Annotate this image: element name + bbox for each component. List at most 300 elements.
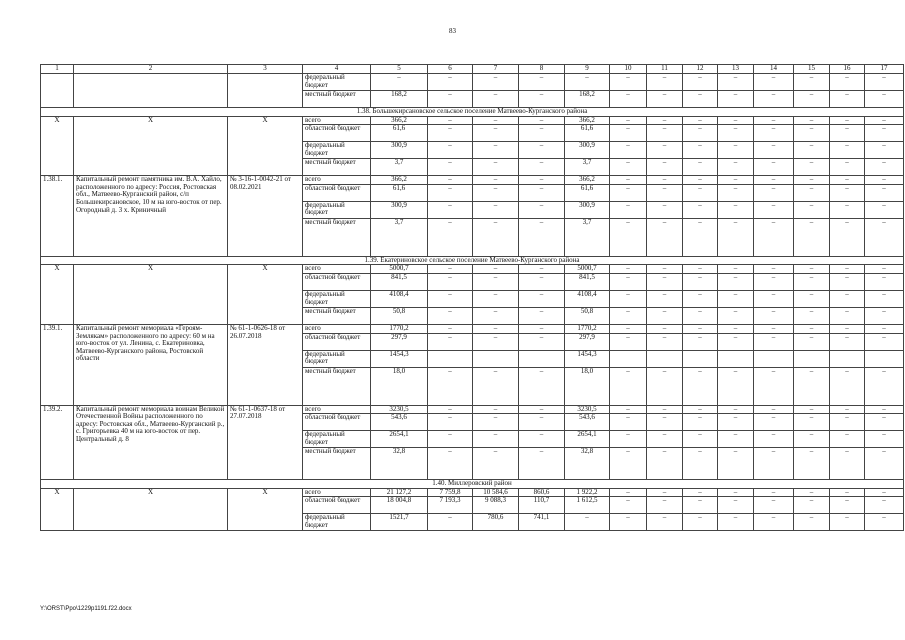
value-cell: –: [610, 497, 647, 514]
value-cell: 4108,4: [565, 290, 610, 307]
value-cell: –: [865, 74, 904, 91]
x-mark: Х: [41, 116, 74, 176]
value-cell: –: [473, 405, 519, 414]
value-cell: –: [865, 431, 904, 448]
value-cell: –: [683, 290, 718, 307]
value-cell: 7 193,3: [428, 497, 473, 514]
column-header: 12: [683, 65, 718, 74]
value-cell: –: [754, 176, 794, 185]
value-cell: –: [830, 307, 865, 324]
budget-label: федеральный бюджет: [303, 431, 371, 448]
value-cell: –: [794, 265, 830, 274]
value-cell: 18 004,8: [371, 497, 428, 514]
value-cell: 10 584,6: [473, 488, 519, 497]
column-header: 1: [41, 65, 74, 74]
value-cell: –: [610, 290, 647, 307]
value-cell: –: [565, 514, 610, 531]
value-cell: 366,2: [371, 116, 428, 125]
budget-label: федеральный бюджет: [303, 350, 371, 367]
value-cell: 860,6: [519, 488, 565, 497]
value-cell: –: [830, 405, 865, 414]
value-cell: –: [754, 307, 794, 324]
value-cell: –: [683, 488, 718, 497]
value-cell: 1454,3: [371, 350, 428, 367]
value-cell: –: [718, 74, 754, 91]
value-cell: –: [647, 367, 683, 405]
value-cell: –: [610, 431, 647, 448]
budget-label: областной бюджет: [303, 184, 371, 201]
value-cell: –: [865, 142, 904, 159]
value-cell: –: [683, 405, 718, 414]
value-cell: –: [718, 448, 754, 480]
value-cell: –: [754, 159, 794, 176]
value-cell: –: [794, 201, 830, 218]
value-cell: –: [754, 367, 794, 405]
value-cell: 168,2: [371, 91, 428, 108]
value-cell: –: [865, 307, 904, 324]
value-cell: –: [428, 184, 473, 201]
budget-label: областной бюджет: [303, 125, 371, 142]
value-cell: 3,7: [371, 159, 428, 176]
value-cell: –: [865, 488, 904, 497]
value-cell: –: [519, 290, 565, 307]
value-cell: –: [428, 307, 473, 324]
value-cell: –: [830, 431, 865, 448]
table-row: [41, 74, 904, 91]
x-mark: Х: [41, 488, 74, 531]
value-cell: –: [830, 367, 865, 405]
value-cell: –: [830, 116, 865, 125]
value-cell: [830, 350, 865, 367]
value-cell: –: [428, 176, 473, 185]
value-cell: –: [647, 159, 683, 176]
x-mark: Х: [74, 116, 228, 176]
value-cell: 366,2: [371, 176, 428, 185]
value-cell: –: [683, 497, 718, 514]
value-cell: –: [428, 201, 473, 218]
value-cell: –: [683, 307, 718, 324]
value-cell: –: [683, 324, 718, 333]
value-cell: –: [830, 201, 865, 218]
value-cell: 21 127,2: [371, 488, 428, 497]
value-cell: –: [794, 514, 830, 531]
value-cell: –: [683, 333, 718, 350]
value-cell: –: [647, 414, 683, 431]
value-cell: –: [754, 488, 794, 497]
value-cell: –: [683, 184, 718, 201]
value-cell: –: [473, 218, 519, 256]
x-mark: Х: [74, 488, 228, 531]
value-cell: [865, 350, 904, 367]
value-cell: 3,7: [371, 218, 428, 256]
value-cell: –: [865, 367, 904, 405]
budget-label: федеральный бюджет: [303, 142, 371, 159]
value-cell: –: [865, 405, 904, 414]
value-cell: –: [428, 142, 473, 159]
value-cell: 300,9: [371, 201, 428, 218]
value-cell: –: [754, 116, 794, 125]
value-cell: –: [794, 290, 830, 307]
column-header: 14: [754, 65, 794, 74]
value-cell: –: [830, 290, 865, 307]
value-cell: –: [718, 176, 754, 185]
section-title: 1.40. Миллеровский район: [41, 480, 904, 489]
value-cell: –: [647, 324, 683, 333]
value-cell: 61,6: [371, 184, 428, 201]
table-body: [41, 65, 904, 531]
value-cell: [718, 350, 754, 367]
permit-document: № 61-1-0626-18 от 26.07.2018: [228, 324, 303, 405]
value-cell: –: [647, 333, 683, 350]
value-cell: 2654,1: [565, 431, 610, 448]
value-cell: –: [519, 414, 565, 431]
value-cell: –: [610, 91, 647, 108]
value-cell: –: [647, 290, 683, 307]
value-cell: –: [647, 514, 683, 531]
value-cell: –: [610, 116, 647, 125]
column-header: 16: [830, 65, 865, 74]
value-cell: 18,0: [371, 367, 428, 405]
x-mark: Х: [228, 116, 303, 176]
value-cell: –: [473, 91, 519, 108]
value-cell: –: [683, 431, 718, 448]
value-cell: –: [754, 333, 794, 350]
value-cell: –: [830, 91, 865, 108]
value-cell: –: [830, 324, 865, 333]
value-cell: –: [647, 307, 683, 324]
object-number: 1.39.2.: [41, 405, 74, 480]
value-cell: –: [473, 159, 519, 176]
value-cell: –: [865, 218, 904, 256]
value-cell: –: [610, 218, 647, 256]
value-cell: –: [519, 184, 565, 201]
x-mark: Х: [74, 265, 228, 325]
value-cell: –: [683, 116, 718, 125]
value-cell: –: [473, 116, 519, 125]
value-cell: 1 922,2: [565, 488, 610, 497]
budget-label: областной бюджет: [303, 273, 371, 290]
value-cell: –: [647, 488, 683, 497]
object-name: Капитальный ремонт мемориала «Героям-Землякам» расположенного по адресу: 60 м на юго-восток от ул. Ленина, с. Екатериновка, Матвеево-Курганского района, Ростовской области: [74, 324, 228, 405]
budget-label: всего: [303, 405, 371, 414]
value-cell: –: [428, 91, 473, 108]
value-cell: –: [754, 184, 794, 201]
value-cell: 366,2: [565, 176, 610, 185]
value-cell: –: [718, 488, 754, 497]
value-cell: –: [519, 324, 565, 333]
budget-label: всего: [303, 176, 371, 185]
value-cell: –: [428, 333, 473, 350]
value-cell: –: [519, 159, 565, 176]
value-cell: 780,6: [473, 514, 519, 531]
value-cell: 61,6: [565, 184, 610, 201]
value-cell: 841,5: [371, 273, 428, 290]
value-cell: –: [754, 324, 794, 333]
empty-cell: [74, 74, 228, 108]
value-cell: –: [610, 405, 647, 414]
value-cell: –: [647, 74, 683, 91]
value-cell: –: [610, 265, 647, 274]
value-cell: –: [718, 265, 754, 274]
value-cell: –: [683, 273, 718, 290]
value-cell: –: [865, 514, 904, 531]
column-header: 2: [74, 65, 228, 74]
value-cell: –: [830, 218, 865, 256]
page-number: 83: [449, 27, 456, 35]
value-cell: –: [718, 218, 754, 256]
value-cell: 61,6: [565, 125, 610, 142]
value-cell: –: [794, 176, 830, 185]
value-cell: –: [865, 497, 904, 514]
value-cell: –: [718, 324, 754, 333]
value-cell: –: [473, 431, 519, 448]
value-cell: 61,6: [371, 125, 428, 142]
value-cell: –: [519, 142, 565, 159]
value-cell: –: [865, 159, 904, 176]
value-cell: –: [794, 218, 830, 256]
value-cell: –: [610, 514, 647, 531]
value-cell: 2654,1: [371, 431, 428, 448]
object-name: Капитальный ремонт памятника им. В.А. Хайло, расположенного по адресу: Россия, Ростовская обл., Матвеево-Курганский район, с/п Большекирсановское, 10 м на юго-восток от пер. Огородный д. 3 х. Криничный: [74, 176, 228, 257]
value-cell: –: [610, 333, 647, 350]
value-cell: –: [683, 265, 718, 274]
value-cell: 1770,2: [565, 324, 610, 333]
x-mark: Х: [228, 265, 303, 325]
value-cell: –: [830, 514, 865, 531]
value-cell: –: [865, 184, 904, 201]
budget-label: всего: [303, 488, 371, 497]
value-cell: –: [754, 497, 794, 514]
column-header: 6: [428, 65, 473, 74]
value-cell: –: [473, 324, 519, 333]
value-cell: 18,0: [565, 367, 610, 405]
permit-document: № 3-16-1-0042-21 от 08.02.2021: [228, 176, 303, 257]
value-cell: –: [610, 324, 647, 333]
value-cell: –: [794, 273, 830, 290]
value-cell: –: [865, 176, 904, 185]
value-cell: –: [610, 142, 647, 159]
value-cell: –: [519, 176, 565, 185]
value-cell: 1521,7: [371, 514, 428, 531]
value-cell: –: [794, 431, 830, 448]
value-cell: –: [428, 74, 473, 91]
section-title: 1.38. Большекирсановское сельское поселение Матвеево-Курганского района: [41, 108, 904, 117]
value-cell: 168,2: [565, 91, 610, 108]
value-cell: –: [610, 201, 647, 218]
section-title: 1.39. Екатериновское сельское поселение Матвеево-Курганского района: [41, 256, 904, 265]
value-cell: –: [794, 307, 830, 324]
value-cell: –: [830, 74, 865, 91]
value-cell: –: [794, 497, 830, 514]
object-number: 1.39.1.: [41, 324, 74, 405]
value-cell: –: [718, 116, 754, 125]
value-cell: –: [428, 367, 473, 405]
value-cell: –: [473, 448, 519, 480]
value-cell: [428, 350, 473, 367]
value-cell: –: [718, 125, 754, 142]
value-cell: –: [830, 265, 865, 274]
value-cell: –: [610, 414, 647, 431]
value-cell: –: [865, 448, 904, 480]
value-cell: –: [683, 142, 718, 159]
value-cell: 543,6: [565, 414, 610, 431]
value-cell: [754, 350, 794, 367]
value-cell: –: [647, 431, 683, 448]
value-cell: –: [519, 448, 565, 480]
table-row: [41, 265, 904, 274]
value-cell: –: [610, 184, 647, 201]
value-cell: 9 088,3: [473, 497, 519, 514]
budget-label: всего: [303, 324, 371, 333]
value-cell: –: [718, 405, 754, 414]
value-cell: 50,8: [565, 307, 610, 324]
value-cell: –: [794, 324, 830, 333]
value-cell: –: [473, 273, 519, 290]
value-cell: –: [718, 273, 754, 290]
value-cell: –: [371, 74, 428, 91]
value-cell: –: [473, 307, 519, 324]
value-cell: –: [647, 265, 683, 274]
value-cell: 3,7: [565, 159, 610, 176]
value-cell: 1770,2: [371, 324, 428, 333]
value-cell: –: [647, 497, 683, 514]
value-cell: –: [683, 367, 718, 405]
value-cell: 7 759,8: [428, 488, 473, 497]
value-cell: –: [754, 431, 794, 448]
value-cell: –: [428, 405, 473, 414]
column-header: 11: [647, 65, 683, 74]
value-cell: –: [718, 414, 754, 431]
value-cell: –: [519, 333, 565, 350]
value-cell: –: [718, 201, 754, 218]
value-cell: –: [683, 176, 718, 185]
value-cell: –: [683, 125, 718, 142]
value-cell: –: [428, 125, 473, 142]
budget-label: областной бюджет: [303, 497, 371, 514]
budget-label: местный бюджет: [303, 159, 371, 176]
table-row: [41, 176, 904, 185]
x-mark: Х: [228, 488, 303, 531]
value-cell: –: [519, 218, 565, 256]
value-cell: 32,8: [371, 448, 428, 480]
value-cell: –: [794, 333, 830, 350]
value-cell: –: [428, 448, 473, 480]
permit-document: № 61-1-0637-18 от 27.07.2018: [228, 405, 303, 480]
empty-cell: [41, 74, 74, 108]
value-cell: –: [519, 116, 565, 125]
value-cell: –: [718, 431, 754, 448]
value-cell: –: [473, 265, 519, 274]
value-cell: –: [754, 74, 794, 91]
value-cell: –: [718, 307, 754, 324]
value-cell: –: [473, 367, 519, 405]
value-cell: –: [428, 414, 473, 431]
value-cell: –: [428, 218, 473, 256]
value-cell: –: [428, 273, 473, 290]
value-cell: –: [754, 273, 794, 290]
value-cell: [519, 350, 565, 367]
value-cell: –: [794, 488, 830, 497]
budget-label: федеральный бюджет: [303, 74, 371, 91]
table-row: [41, 324, 904, 333]
value-cell: –: [473, 74, 519, 91]
value-cell: 50,8: [371, 307, 428, 324]
section-title-row: [41, 480, 904, 489]
value-cell: –: [794, 116, 830, 125]
value-cell: –: [610, 273, 647, 290]
budget-label: местный бюджет: [303, 218, 371, 256]
value-cell: –: [519, 307, 565, 324]
value-cell: –: [519, 367, 565, 405]
object-number: 1.38.1.: [41, 176, 74, 257]
header-row: [41, 65, 904, 74]
value-cell: –: [428, 324, 473, 333]
budget-label: всего: [303, 265, 371, 274]
value-cell: –: [754, 405, 794, 414]
value-cell: –: [830, 159, 865, 176]
value-cell: –: [683, 514, 718, 531]
value-cell: 4108,4: [371, 290, 428, 307]
value-cell: –: [865, 290, 904, 307]
value-cell: –: [610, 74, 647, 91]
budget-label: местный бюджет: [303, 307, 371, 324]
value-cell: –: [683, 414, 718, 431]
value-cell: –: [754, 125, 794, 142]
value-cell: –: [519, 91, 565, 108]
value-cell: –: [794, 448, 830, 480]
value-cell: 5000,7: [565, 265, 610, 274]
value-cell: [473, 350, 519, 367]
value-cell: –: [428, 265, 473, 274]
value-cell: –: [754, 514, 794, 531]
value-cell: –: [718, 367, 754, 405]
value-cell: –: [718, 91, 754, 108]
value-cell: –: [473, 142, 519, 159]
value-cell: –: [794, 184, 830, 201]
value-cell: –: [794, 414, 830, 431]
value-cell: –: [683, 201, 718, 218]
value-cell: –: [718, 142, 754, 159]
value-cell: –: [865, 116, 904, 125]
x-mark: Х: [41, 265, 74, 325]
value-cell: –: [647, 448, 683, 480]
value-cell: –: [754, 290, 794, 307]
value-cell: –: [428, 514, 473, 531]
value-cell: 110,7: [519, 497, 565, 514]
section-title-row: [41, 256, 904, 265]
table-row: [41, 116, 904, 125]
value-cell: –: [428, 290, 473, 307]
value-cell: –: [830, 142, 865, 159]
value-cell: –: [610, 176, 647, 185]
column-header: 3: [228, 65, 303, 74]
value-cell: 1454,3: [565, 350, 610, 367]
value-cell: –: [519, 273, 565, 290]
table-row: [41, 488, 904, 497]
value-cell: –: [794, 74, 830, 91]
value-cell: –: [754, 201, 794, 218]
value-cell: –: [794, 91, 830, 108]
value-cell: 3230,5: [371, 405, 428, 414]
value-cell: –: [865, 125, 904, 142]
value-cell: –: [647, 91, 683, 108]
object-name: Капитальный ремонт мемориала воинам Великой Отечественной Войны расположенного по адресу: Ростовская обл., Матвеево-Курганский р., с. Григорьевка 40 м на юго-восток от пер. Центральный д. 8: [74, 405, 228, 480]
column-header: 8: [519, 65, 565, 74]
value-cell: 297,9: [371, 333, 428, 350]
column-header: 9: [565, 65, 610, 74]
value-cell: [610, 350, 647, 367]
value-cell: –: [473, 414, 519, 431]
